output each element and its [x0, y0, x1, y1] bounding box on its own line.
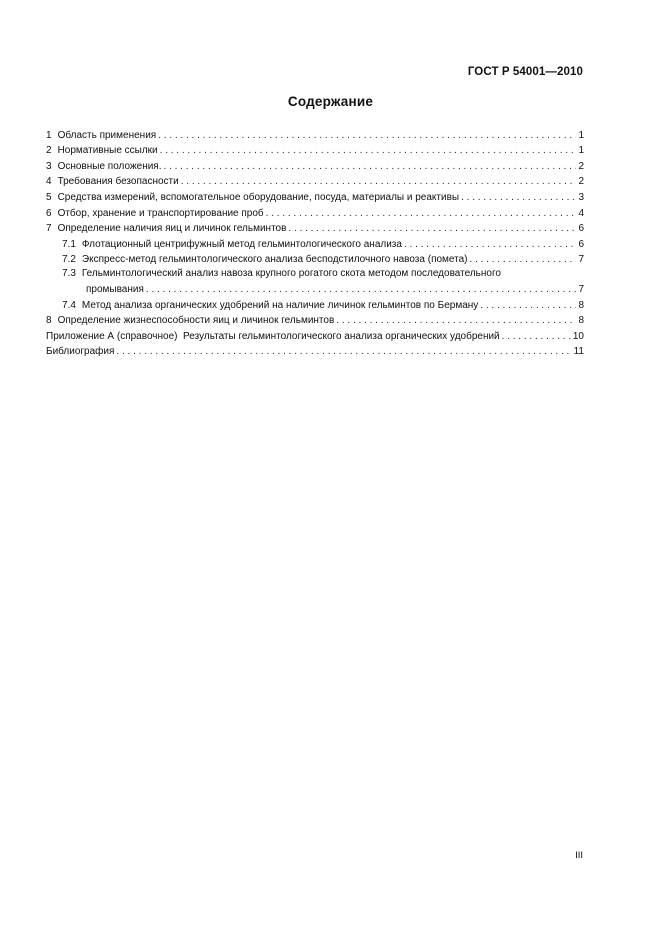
- toc-entry-7-1[interactable]: [46, 235, 584, 251]
- toc-entry-4[interactable]: [46, 173, 584, 189]
- dot-leader: [266, 208, 577, 220]
- toc-entry-label: Определение наличия яиц и личинок гельминтов: [57, 223, 287, 235]
- page-number: III: [575, 850, 583, 861]
- toc-entry-number: 7.2: [62, 254, 76, 266]
- toc-entry-appendix-a[interactable]: [46, 327, 584, 343]
- dot-leader: [288, 223, 576, 235]
- toc-entry-number: 4: [46, 176, 52, 188]
- toc-entry-7[interactable]: [46, 220, 584, 236]
- toc-entry-8[interactable]: [46, 312, 584, 328]
- dot-leader: [164, 161, 577, 173]
- toc-entry-page: 10: [572, 330, 584, 342]
- toc-entry-number: 7.3: [62, 268, 76, 280]
- toc-entry-label: Приложение А (справочное) Результаты гельминтологического анализа органических удобрений: [46, 330, 500, 342]
- dot-leader: [480, 300, 576, 312]
- toc-entry-label: Определение жизнеспособности яиц и личинок гельминтов: [57, 315, 335, 327]
- dot-leader: [158, 130, 576, 142]
- dot-leader: [116, 346, 571, 358]
- toc-entry-label: Основные положения.: [57, 160, 162, 172]
- toc-entry-page: 4: [578, 207, 584, 219]
- toc-entry-page: 8: [578, 299, 584, 311]
- toc-entry-number: 7: [46, 223, 52, 235]
- dot-leader: [502, 331, 571, 343]
- toc-entry-label: Требования безопасности: [57, 176, 179, 188]
- dot-leader: [336, 315, 576, 327]
- toc-entry-label: Средства измерений, вспомогательное оборудование, посуда, материалы и реактивы: [57, 191, 460, 203]
- toc-title: Содержание: [287, 94, 374, 109]
- toc-entry-5[interactable]: [46, 188, 584, 204]
- toc-entry-page: 2: [578, 176, 584, 188]
- toc-entry-bibliography[interactable]: [46, 343, 584, 359]
- toc-entry-page: 1: [578, 145, 584, 157]
- dot-leader: [470, 254, 577, 266]
- toc-entry-page: 2: [578, 160, 584, 172]
- table-of-contents: [46, 126, 584, 358]
- toc-entry-6[interactable]: [46, 204, 584, 220]
- dot-leader: [461, 192, 576, 204]
- toc-entry-2[interactable]: [46, 142, 584, 158]
- toc-entry-page: 8: [578, 315, 584, 327]
- toc-entry-page: 7: [578, 283, 584, 295]
- toc-entry-page: 6: [578, 223, 584, 235]
- dot-leader: [146, 284, 577, 296]
- toc-entry-number: 7.4: [62, 299, 76, 311]
- toc-entry-page: 1: [578, 129, 584, 141]
- document-code: ГОСТ Р 54001—2010: [467, 66, 583, 78]
- toc-entry-7-3-continuation[interactable]: [46, 280, 584, 296]
- dot-leader: [404, 239, 576, 251]
- toc-entry-1[interactable]: [46, 126, 584, 142]
- toc-entry-7-2[interactable]: [46, 251, 584, 267]
- toc-entry-7-4[interactable]: [46, 296, 584, 312]
- toc-entry-label: Отбор, хранение и транспортирование проб: [57, 207, 264, 219]
- toc-entry-number: 7.1: [62, 238, 76, 250]
- toc-entry-number: 1: [46, 129, 52, 141]
- toc-entry-3[interactable]: [46, 157, 584, 173]
- toc-entry-label: Гельминтологический анализ навоза крупного рогатого скота методом последовательного: [81, 268, 501, 280]
- toc-entry-number: 2: [46, 145, 52, 157]
- toc-entry-label: Библиография: [46, 346, 115, 358]
- toc-entry-label: Нормативные ссылки: [57, 145, 158, 157]
- toc-entry-label: Область применения: [57, 129, 157, 141]
- dot-leader: [181, 176, 577, 188]
- toc-entry-7-3[interactable]: [46, 266, 584, 280]
- toc-entry-label: Метод анализа органических удобрений на наличие личинок гельминтов по Берману: [81, 299, 479, 311]
- toc-entry-number: 6: [46, 207, 52, 219]
- dot-leader: [160, 145, 577, 157]
- toc-entry-number: 5: [46, 191, 52, 203]
- toc-entry-number: 8: [46, 315, 52, 327]
- toc-entry-number: 3: [46, 160, 52, 172]
- toc-entry-page: 3: [578, 191, 584, 203]
- toc-entry-label: Флотационный центрифужный метод гельминтологического анализа: [81, 238, 402, 250]
- toc-entry-page: 6: [578, 238, 584, 250]
- toc-entry-page: 11: [573, 346, 584, 358]
- toc-entry-label-continuation: промывания: [86, 283, 144, 295]
- toc-entry-page: 7: [578, 254, 584, 266]
- toc-entry-label: Экспресс-метод гельминтологического анализа бесподстилочного навоза (помета): [81, 254, 468, 266]
